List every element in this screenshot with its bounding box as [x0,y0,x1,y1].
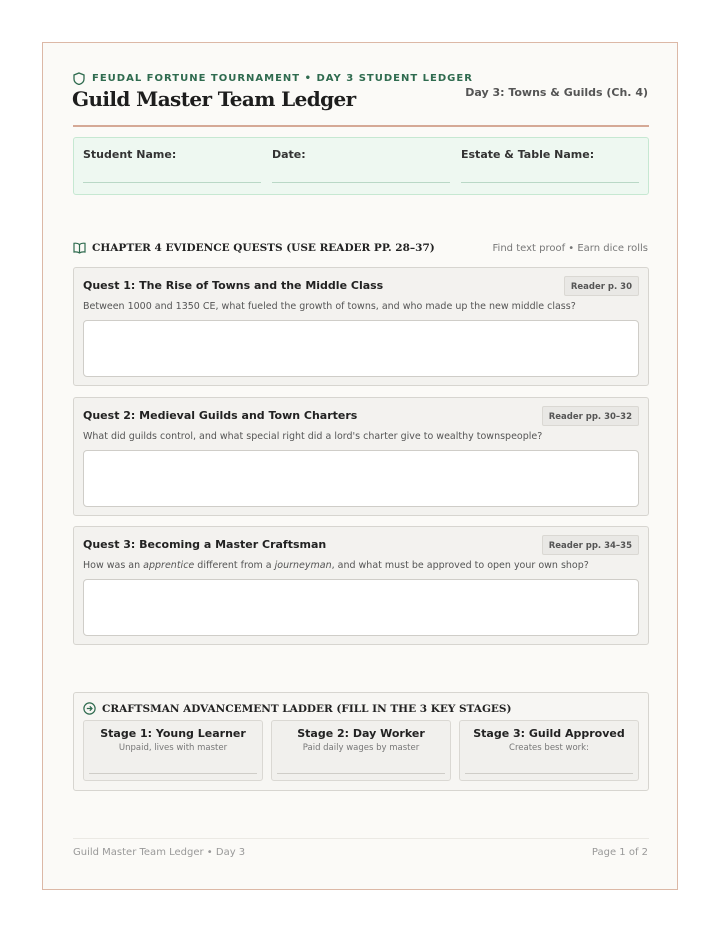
student-info-box [73,137,649,195]
estate-table-line[interactable] [461,182,639,183]
prompt-term-apprentice: apprentice [143,560,195,571]
stage-card-1 [83,720,263,781]
stage-title: Stage 3: Guild Approved [473,727,625,740]
header-eyebrow [73,72,473,85]
quest-card-3 [73,526,649,645]
prompt-text: How was an [83,560,144,571]
quest-prompt [83,560,589,571]
footer-divider [73,838,649,839]
evidence-section-heading [73,242,435,254]
estate-table-label: Estate & Table Name: [461,148,595,161]
stage-title: Stage 2: Day Worker [297,727,425,740]
day-label: Day 3: Towns & Guilds (Ch. 4) [465,86,648,99]
quest-title: Quest 1: The Rise of Towns and the Middle Class [83,279,384,292]
advancement-ladder [73,692,649,791]
page-number: Page 1 of 2 [591,847,648,858]
prompt-text: , and what must be approved to open your own shop? [331,560,589,571]
quest-answer-box[interactable] [83,579,639,636]
header-divider [73,125,649,127]
stage-card-2 [271,720,451,781]
quest-answer-box[interactable] [83,450,639,507]
stage-answer-line[interactable] [89,773,257,774]
reader-page-badge: Reader pp. 30–32 [542,406,639,426]
student-name-field[interactable] [83,148,261,183]
section-title: CHAPTER 4 EVIDENCE QUESTS (USE READER PP. 28–37) [92,242,435,254]
prompt-term-journeyman: journeyman [274,560,332,571]
quest-card-2 [73,397,649,516]
student-name-line[interactable] [83,182,261,183]
estate-table-field[interactable] [461,148,639,183]
date-field[interactable] [272,148,450,183]
stage-title: Stage 1: Young Learner [100,727,246,740]
ladder-heading [83,702,511,715]
stage-desc: Unpaid, lives with master [118,743,228,753]
shield-icon [73,72,85,85]
book-icon [73,242,86,254]
footer-title: Guild Master Team Ledger • Day 3 [73,847,246,858]
page-title: Guild Master Team Ledger [72,87,356,111]
ladder-title: CRAFTSMAN ADVANCEMENT LADDER (FILL IN THE 3 KEY STAGES) [102,702,512,715]
stage-card-3 [459,720,639,781]
quest-prompt: Between 1000 and 1350 CE, what fueled the growth of towns, and who made up the new middle class? [83,301,576,312]
reader-page-badge: Reader pp. 34–35 [542,535,639,555]
section-note: Find text proof • Earn dice rolls [492,243,648,254]
quest-title: Quest 3: Becoming a Master Craftsman [83,538,327,551]
student-name-label: Student Name: [83,148,177,161]
date-label: Date: [272,148,306,161]
stage-answer-line[interactable] [465,773,633,774]
eyebrow-text: FEUDAL FORTUNE TOURNAMENT • DAY 3 STUDENT LEDGER [92,73,473,84]
prompt-text: different from a [194,560,275,571]
worksheet-page [42,42,678,890]
date-line[interactable] [272,182,450,183]
arrow-circle-icon [83,702,96,715]
quest-title: Quest 2: Medieval Guilds and Town Charters [83,409,358,422]
quest-answer-box[interactable] [83,320,639,377]
reader-page-badge: Reader p. 30 [564,276,639,296]
quest-prompt: What did guilds control, and what special right did a lord's charter give to wealthy townspeople? [83,431,543,442]
stage-desc: Creates best work: [509,743,589,753]
stage-answer-line[interactable] [277,773,445,774]
quest-card-1 [73,267,649,386]
stage-desc: Paid daily wages by master [302,743,420,753]
